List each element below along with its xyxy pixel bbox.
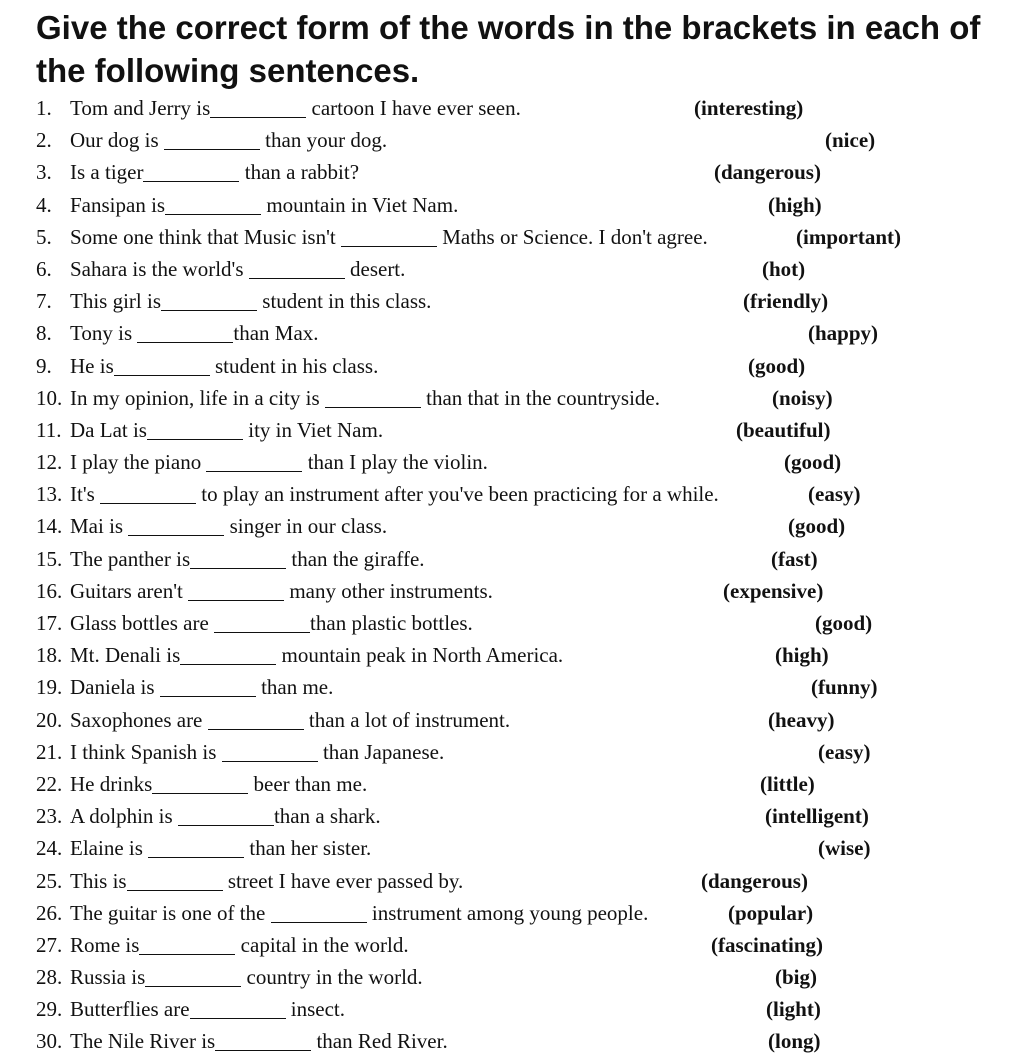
exercise-item	[0, 543, 1024, 575]
sentence-after: than your dog.	[259, 128, 388, 153]
sentence-before: Some one think that Music isn't	[70, 224, 341, 249]
exercise-item	[0, 253, 1024, 285]
item-hint: (big)	[775, 965, 817, 990]
sentence-before: Elaine is	[70, 836, 149, 861]
sentence-after: to play an instrument after you've been practicing for a while.	[196, 482, 719, 507]
item-number: 12.	[36, 450, 63, 475]
exercise-item	[0, 285, 1024, 317]
exercise-item	[0, 1025, 1024, 1057]
exercise-item	[0, 929, 1024, 961]
exercise-item	[0, 124, 1024, 156]
exercise-item	[0, 993, 1024, 1025]
item-sentence	[70, 704, 510, 736]
item-number: 4.	[36, 192, 52, 217]
sentence-after: than that in the countryside.	[420, 385, 661, 410]
exercise-item	[0, 865, 1024, 897]
item-hint: (heavy)	[768, 707, 835, 732]
sentence-before: Guitars aren't	[70, 578, 189, 603]
exercise-item	[0, 446, 1024, 478]
item-sentence	[70, 382, 660, 414]
item-hint: (expensive)	[723, 578, 824, 603]
item-sentence	[70, 350, 378, 382]
item-sentence	[70, 575, 493, 607]
item-number: 18.	[36, 643, 63, 668]
sentence-before: Sahara is the world's	[70, 256, 249, 281]
sentence-after: mountain peak in North America.	[276, 643, 564, 668]
answer-blank[interactable]	[147, 419, 243, 440]
exercise-item	[0, 736, 1024, 768]
item-sentence	[70, 1025, 448, 1057]
sentence-after: country in the world.	[241, 965, 423, 990]
item-sentence	[70, 929, 409, 961]
item-number: 20.	[36, 707, 63, 732]
answer-blank[interactable]	[214, 612, 310, 633]
item-sentence	[70, 897, 648, 929]
item-number: 15.	[36, 546, 63, 571]
item-hint: (little)	[760, 771, 815, 796]
sentence-before: Mt. Denali is	[70, 643, 181, 668]
exercise-item	[0, 575, 1024, 607]
item-number: 19.	[36, 675, 63, 700]
sentence-after: Maths or Science. I don't agree.	[436, 224, 708, 249]
item-sentence	[70, 414, 383, 446]
answer-blank[interactable]	[180, 644, 276, 665]
answer-blank[interactable]	[215, 1030, 311, 1051]
item-hint: (good)	[784, 450, 842, 475]
item-number: 21.	[36, 739, 63, 764]
item-hint: (funny)	[811, 675, 878, 700]
item-hint: (noisy)	[772, 385, 833, 410]
sentence-before: Saxophones are	[70, 707, 208, 732]
sentence-after: insect.	[285, 997, 346, 1022]
sentence-before: Fansipan is	[70, 192, 166, 217]
answer-blank[interactable]	[341, 226, 437, 247]
sentence-before: Butterflies are	[70, 997, 190, 1022]
sentence-before: Our dog is	[70, 128, 164, 153]
exercise-item	[0, 768, 1024, 800]
sentence-before: Russia is	[70, 965, 146, 990]
item-sentence	[70, 189, 458, 221]
item-sentence	[70, 832, 371, 864]
item-number: 10.	[36, 385, 63, 410]
item-hint: (friendly)	[743, 289, 829, 314]
item-sentence	[70, 92, 521, 124]
item-number: 17.	[36, 611, 63, 635]
item-number: 16.	[36, 578, 63, 603]
sentence-before: This girl is	[70, 289, 162, 314]
item-number: 11.	[36, 417, 62, 442]
item-sentence	[70, 285, 431, 317]
item-hint: (wise)	[818, 836, 871, 861]
item-hint: (high)	[768, 192, 822, 217]
sentence-before: It's	[70, 482, 101, 507]
exercise-item	[0, 478, 1024, 510]
answer-blank[interactable]	[128, 515, 224, 536]
sentence-after: cartoon I have ever seen.	[306, 96, 521, 120]
exercise-item	[0, 317, 1024, 349]
sentence-after: mountain in Viet Nam.	[261, 192, 459, 217]
item-number: 25.	[36, 868, 63, 893]
answer-blank[interactable]	[178, 805, 274, 826]
answer-blank[interactable]	[137, 322, 233, 343]
sentence-after: than a rabbit?	[239, 160, 360, 185]
item-hint: (nice)	[825, 128, 876, 153]
answer-blank[interactable]	[114, 355, 210, 376]
sentence-after: instrument among young people.	[366, 900, 649, 925]
item-hint: (dangerous)	[701, 868, 808, 893]
answer-blank[interactable]	[210, 97, 306, 118]
item-number: 7.	[36, 289, 52, 314]
answer-blank[interactable]	[208, 709, 304, 730]
exercise-list	[0, 92, 1024, 1058]
exercise-title: Give the correct form of the words in the brackets in each of the following sentences.	[36, 9, 981, 89]
sentence-after: than plastic bottles.	[310, 611, 473, 635]
item-sentence	[70, 124, 387, 156]
sentence-before: Rome is	[70, 932, 140, 957]
sentence-after: student in his class.	[209, 353, 379, 378]
exercise-item	[0, 832, 1024, 864]
item-number: 23.	[36, 804, 63, 829]
exercise-item	[0, 897, 1024, 929]
sentence-before: This is	[70, 868, 127, 893]
sentence-after: street I have ever passed by.	[222, 868, 464, 893]
item-sentence	[70, 543, 425, 575]
item-hint: (intelligent)	[765, 804, 869, 829]
exercise-item	[0, 414, 1024, 446]
sentence-before: The panther is	[70, 546, 191, 571]
answer-blank[interactable]	[249, 258, 345, 279]
answer-blank[interactable]	[190, 548, 286, 569]
sentence-before: Daniela is	[70, 675, 160, 700]
answer-blank[interactable]	[148, 837, 244, 858]
item-number: 6.	[36, 256, 52, 281]
sentence-after: than her sister.	[244, 836, 372, 861]
sentence-before: Mai is	[70, 514, 129, 539]
exercise-item	[0, 189, 1024, 221]
answer-blank[interactable]	[127, 870, 223, 891]
item-number: 2.	[36, 128, 52, 153]
sentence-after: than I play the violin.	[302, 450, 488, 475]
item-hint: (beautiful)	[736, 417, 831, 442]
item-number: 13.	[36, 482, 63, 507]
exercise-item	[0, 221, 1024, 253]
answer-blank[interactable]	[161, 290, 257, 311]
item-hint: (easy)	[808, 482, 861, 507]
exercise-item	[0, 704, 1024, 736]
item-hint: (good)	[748, 353, 806, 378]
item-sentence	[70, 478, 719, 510]
item-sentence	[70, 510, 387, 542]
sentence-before: I play the piano	[70, 450, 207, 475]
item-number: 5.	[36, 224, 52, 249]
item-hint: (fascinating)	[711, 932, 823, 957]
item-sentence	[70, 446, 488, 478]
item-hint: (good)	[815, 611, 873, 635]
sentence-before: Tom and Jerry is	[70, 96, 211, 120]
item-hint: (interesting)	[694, 96, 804, 120]
answer-blank[interactable]	[164, 129, 260, 150]
item-sentence	[70, 800, 381, 832]
answer-blank[interactable]	[271, 902, 367, 923]
item-sentence	[70, 993, 345, 1025]
sentence-before: He is	[70, 353, 114, 378]
answer-blank[interactable]	[160, 676, 256, 697]
item-number: 29.	[36, 997, 63, 1022]
item-number: 14.	[36, 514, 63, 539]
sentence-after: than Max.	[233, 321, 319, 346]
item-number: 26.	[36, 900, 63, 925]
answer-blank[interactable]	[222, 741, 318, 762]
exercise-item	[0, 607, 1024, 639]
exercise-item	[0, 350, 1024, 382]
sentence-after: capital in the world.	[235, 932, 409, 957]
answer-blank[interactable]	[325, 387, 421, 408]
answer-blank[interactable]	[190, 998, 286, 1019]
item-sentence	[70, 865, 463, 897]
item-sentence	[70, 317, 319, 349]
sentence-after: than a lot of instrument.	[303, 707, 511, 732]
exercise-item	[0, 639, 1024, 671]
item-hint: (good)	[788, 514, 846, 539]
item-hint: (important)	[796, 224, 901, 249]
item-number: 1.	[36, 96, 52, 120]
sentence-after: than the giraffe.	[286, 546, 425, 571]
item-sentence	[70, 639, 563, 671]
item-sentence	[70, 221, 708, 253]
exercise-item	[0, 510, 1024, 542]
sentence-before: Da Lat is	[70, 417, 147, 442]
item-sentence	[70, 736, 444, 768]
item-sentence	[70, 961, 423, 993]
sentence-after: than Japanese.	[317, 739, 445, 764]
sentence-after: student in this class.	[257, 289, 432, 314]
item-hint: (fast)	[771, 546, 818, 571]
sentence-before: The Nile River is	[70, 1029, 216, 1054]
answer-blank[interactable]	[188, 580, 284, 601]
item-number: 30.	[36, 1029, 63, 1054]
exercise-item	[0, 961, 1024, 993]
answer-blank[interactable]	[145, 966, 241, 987]
sentence-before: The guitar is one of the	[70, 900, 271, 925]
exercise-item	[0, 671, 1024, 703]
answer-blank[interactable]	[206, 451, 302, 472]
answer-blank[interactable]	[152, 773, 248, 794]
answer-blank[interactable]	[100, 483, 196, 504]
item-number: 9.	[36, 353, 52, 378]
item-number: 28.	[36, 965, 63, 990]
sentence-before: Is a tiger	[70, 160, 144, 185]
sentence-before: I think Spanish is	[70, 739, 222, 764]
sentence-after: desert.	[344, 256, 406, 281]
exercise-item	[0, 800, 1024, 832]
item-hint: (popular)	[728, 900, 814, 925]
item-sentence	[70, 607, 473, 639]
sentence-after: beer than me.	[248, 771, 368, 796]
item-sentence	[70, 671, 333, 703]
exercise-item	[0, 92, 1024, 124]
item-hint: (easy)	[818, 739, 871, 764]
sentence-after: than Red River.	[311, 1029, 448, 1054]
item-number: 3.	[36, 160, 52, 185]
item-number: 8.	[36, 321, 52, 346]
item-hint: (high)	[775, 643, 829, 668]
item-number: 22.	[36, 771, 63, 796]
item-number: 27.	[36, 932, 63, 957]
sentence-after: many other instruments.	[284, 578, 493, 603]
item-hint: (hot)	[762, 256, 806, 281]
item-hint: (dangerous)	[714, 160, 821, 185]
sentence-after: than me.	[255, 675, 334, 700]
item-sentence	[70, 768, 367, 800]
item-hint: (light)	[766, 997, 821, 1022]
answer-blank[interactable]	[165, 194, 261, 215]
item-sentence	[70, 253, 405, 285]
sentence-before: In my opinion, life in a city is	[70, 385, 325, 410]
answer-blank[interactable]	[139, 934, 235, 955]
item-sentence	[70, 156, 359, 188]
sentence-before: Tony is	[70, 321, 138, 346]
item-hint: (happy)	[808, 321, 879, 346]
sentence-after: singer in our class.	[224, 514, 388, 539]
sentence-before: A dolphin is	[70, 804, 178, 829]
item-hint: (long)	[768, 1029, 821, 1054]
sentence-before: Glass bottles are	[70, 611, 215, 635]
sentence-after: than a shark.	[273, 804, 381, 829]
sentence-before: He drinks	[70, 771, 153, 796]
sentence-after: ity in Viet Nam.	[242, 417, 384, 442]
exercise-item	[0, 156, 1024, 188]
item-number: 24.	[36, 836, 63, 861]
exercise-item	[0, 382, 1024, 414]
answer-blank[interactable]	[143, 161, 239, 182]
